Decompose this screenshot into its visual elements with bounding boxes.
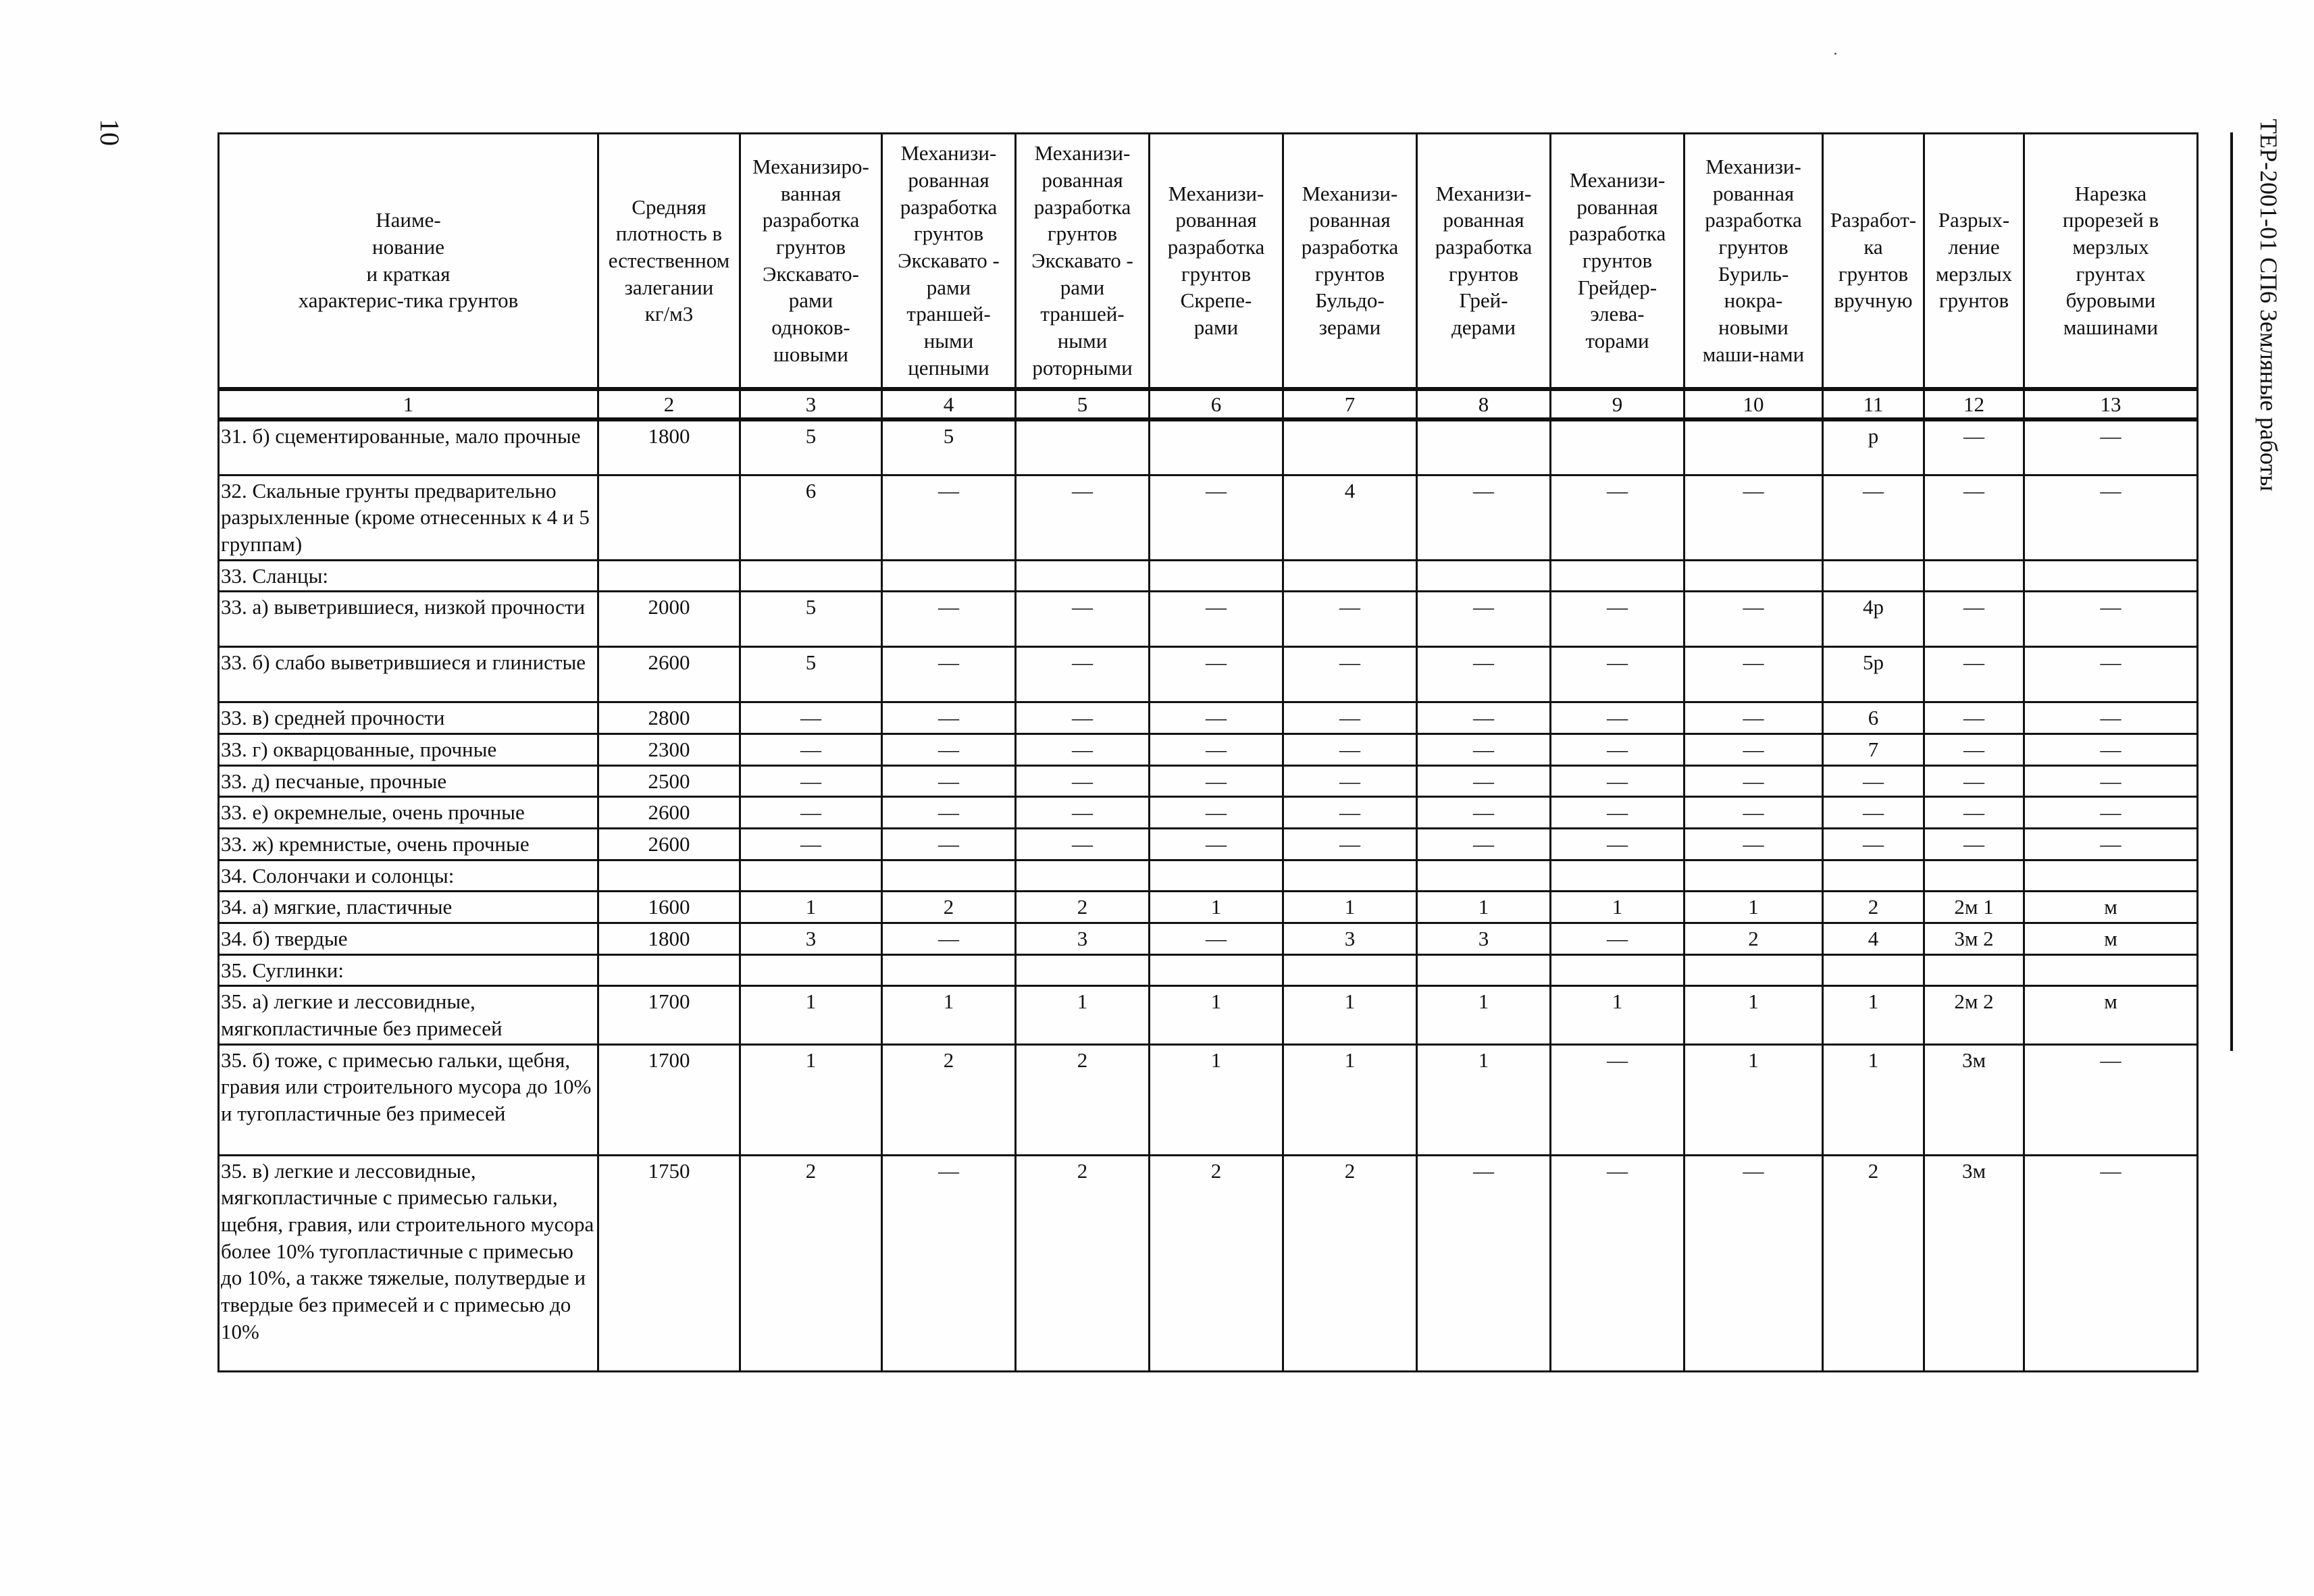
table-cell: — <box>1417 647 1551 702</box>
table-cell <box>1283 560 1417 592</box>
table-cell: — <box>1924 765 2024 797</box>
table-cell: 1 <box>1551 986 1685 1044</box>
table-cell: — <box>2024 1044 2198 1155</box>
table-cell: — <box>2024 1155 2198 1371</box>
soil-name-cell: 34. а) мягкие, пластичные <box>219 892 598 923</box>
table-cell: 2 <box>882 892 1016 923</box>
table-cell: — <box>1016 592 1150 647</box>
table-cell: — <box>1924 734 2024 766</box>
table-cell: 3 <box>1016 923 1150 955</box>
table-cell: м <box>2024 986 2198 1044</box>
table-cell: — <box>882 647 1016 702</box>
table-cell: 1 <box>1150 986 1283 1044</box>
table-cell <box>1016 560 1150 592</box>
table-row <box>219 1155 2198 1371</box>
table-cell <box>882 954 1016 986</box>
column-number: 10 <box>1685 389 1823 420</box>
table-cell: — <box>1150 765 1283 797</box>
table-cell: — <box>1417 702 1551 734</box>
table-cell: р <box>1823 419 1924 475</box>
table-cell <box>1016 954 1150 986</box>
table-cell <box>1685 560 1823 592</box>
table-cell: 2 <box>1150 1155 1283 1371</box>
table-row <box>219 702 2198 734</box>
table-cell: — <box>882 797 1016 829</box>
table-cell: — <box>1016 702 1150 734</box>
table-cell: 4 <box>1823 923 1924 955</box>
table-cell: — <box>1016 765 1150 797</box>
table-cell: — <box>2024 829 2198 860</box>
table-cell <box>1417 419 1551 475</box>
table-cell <box>1150 860 1283 892</box>
table-cell: 1 <box>740 986 882 1044</box>
table-cell: 1800 <box>598 419 740 475</box>
soil-name-cell: 33. д) песчаные, прочные <box>219 765 598 797</box>
table-cell <box>1924 860 2024 892</box>
table-cell <box>882 560 1016 592</box>
table-cell: 1 <box>1283 892 1417 923</box>
table-cell <box>2024 560 2198 592</box>
table-cell: — <box>1150 829 1283 860</box>
table-cell: 1 <box>1283 986 1417 1044</box>
table-cell: — <box>1016 475 1150 560</box>
table-cell: — <box>1551 592 1685 647</box>
column-header: Механизи- рованная разработка грунтов Скрепе- рами <box>1150 134 1283 389</box>
table-cell <box>740 560 882 592</box>
table-cell <box>1016 860 1150 892</box>
column-header: Наиме- нование и краткая характерис-тика грунтов <box>219 134 598 389</box>
table-cell: 1 <box>1150 1044 1283 1155</box>
table-cell: — <box>2024 647 2198 702</box>
table-cell: 1 <box>1823 1044 1924 1155</box>
table-row <box>219 765 2198 797</box>
table-cell: — <box>1283 702 1417 734</box>
table-cell: — <box>1685 592 1823 647</box>
table-cell: 2 <box>1016 892 1150 923</box>
table-cell: — <box>1551 647 1685 702</box>
table-cell <box>740 954 882 986</box>
table-cell: — <box>1016 734 1150 766</box>
table-cell: 1700 <box>598 1044 740 1155</box>
table-cell: — <box>1283 797 1417 829</box>
soil-name-cell: 35. б) тоже, с примесью гальки, щебня, гравия или строительного мусора до 10% и тугопластичные без примесей <box>219 1044 598 1155</box>
table-row <box>219 475 2198 560</box>
table-cell: — <box>1924 647 2024 702</box>
table-cell: — <box>1016 647 1150 702</box>
table-cell: 1 <box>882 986 1016 1044</box>
table-cell: — <box>1685 1155 1823 1371</box>
table-cell <box>1924 954 2024 986</box>
table-cell: 6 <box>740 475 882 560</box>
table-row <box>219 954 2198 986</box>
column-header: Механизи- рованная разработка грунтов Экскавато - рами траншей- ными цепными <box>882 134 1016 389</box>
table-cell: — <box>1823 829 1924 860</box>
table-cell: — <box>2024 797 2198 829</box>
soil-name-cell: 35. в) легкие и лессовидные, мягкопластичные с примесью гальки, щебня, гравия, или строительного мусора более 10% тугопластичные с примесью до 10%, а также тяжелые, полутвердые и твердые без примесей и с примесью до 10% <box>219 1155 598 1371</box>
table-row <box>219 797 2198 829</box>
column-header: Разрых- ление мерзлых грунтов <box>1924 134 2024 389</box>
table-cell <box>1551 954 1685 986</box>
table-cell <box>1150 954 1283 986</box>
table-cell <box>2024 860 2198 892</box>
table-cell: — <box>1016 829 1150 860</box>
table-cell: — <box>1551 475 1685 560</box>
table-cell: — <box>1417 829 1551 860</box>
page-number: 10 <box>95 119 125 146</box>
table-row <box>219 592 2198 647</box>
table-cell: — <box>1551 734 1685 766</box>
table-cell <box>598 954 740 986</box>
table-cell: — <box>1283 734 1417 766</box>
table-cell: 4р <box>1823 592 1924 647</box>
column-number: 5 <box>1016 389 1150 420</box>
table-cell: — <box>1283 647 1417 702</box>
table-cell <box>740 860 882 892</box>
table-cell: 7 <box>1823 734 1924 766</box>
table-cell: — <box>882 829 1016 860</box>
table-cell: — <box>1417 797 1551 829</box>
table-cell: — <box>1150 647 1283 702</box>
table-cell: 3 <box>1283 923 1417 955</box>
table-cell: — <box>1417 475 1551 560</box>
table-cell <box>1551 560 1685 592</box>
column-header: Механизиро- ванная разработка грунтов Экскавато- рами одноков- шовыми <box>740 134 882 389</box>
table-cell <box>1417 954 1551 986</box>
table-cell: — <box>882 1155 1016 1371</box>
table-cell: 1 <box>1551 892 1685 923</box>
column-number: 12 <box>1924 389 2024 420</box>
soil-name-cell: 31. б) сцементированные, мало прочные <box>219 419 598 475</box>
table-cell: — <box>1150 797 1283 829</box>
table-cell: — <box>1417 765 1551 797</box>
table-row <box>219 647 2198 702</box>
table-cell: — <box>740 765 882 797</box>
column-number-row <box>219 389 2198 420</box>
column-header: Нарезка прорезей в мерзлых грунтах буровыми машинами <box>2024 134 2198 389</box>
table-cell <box>1685 954 1823 986</box>
table-cell: 1 <box>1685 892 1823 923</box>
table-cell: — <box>1924 475 2024 560</box>
running-title: ТЕР-2001-01 СП6 Земляные работы <box>2255 119 2282 492</box>
table-cell: 5 <box>740 647 882 702</box>
table-cell: — <box>740 734 882 766</box>
table-row <box>219 560 2198 592</box>
table-cell <box>1823 954 1924 986</box>
table-cell: — <box>740 797 882 829</box>
soil-name-cell: 32. Скальные грунты предварительно разрыхленные (кроме отнесенных к 4 и 5 группам) <box>219 475 598 560</box>
table-cell: — <box>1016 797 1150 829</box>
table-cell: 2м 2 <box>1924 986 2024 1044</box>
column-number: 7 <box>1283 389 1417 420</box>
table-cell <box>1551 419 1685 475</box>
table-row <box>219 734 2198 766</box>
table-cell <box>1150 419 1283 475</box>
table-cell <box>598 860 740 892</box>
table-cell: 2500 <box>598 765 740 797</box>
table-cell: 2 <box>1685 923 1823 955</box>
table-cell: — <box>1924 592 2024 647</box>
table-cell: 1 <box>1417 986 1551 1044</box>
table-cell: 3 <box>740 923 882 955</box>
soil-name-cell: 33. е) окремнелые, очень прочные <box>219 797 598 829</box>
table-cell: — <box>1417 592 1551 647</box>
table-cell: — <box>1551 702 1685 734</box>
table-cell: 1750 <box>598 1155 740 1371</box>
header-row <box>219 134 2198 389</box>
table-cell: — <box>2024 475 2198 560</box>
table-cell: — <box>2024 734 2198 766</box>
table-cell <box>1283 954 1417 986</box>
table-cell <box>1016 419 1150 475</box>
soil-name-cell: 35. а) легкие и лессовидные, мягкопластичные без примесей <box>219 986 598 1044</box>
table-cell: — <box>1417 1155 1551 1371</box>
soil-name-cell: 33. ж) кремнистые, очень прочные <box>219 829 598 860</box>
table-row <box>219 829 2198 860</box>
table-cell: 1700 <box>598 986 740 1044</box>
table-cell <box>882 860 1016 892</box>
table-cell: 1 <box>1685 986 1823 1044</box>
table-cell: — <box>1551 829 1685 860</box>
column-number: 13 <box>2024 389 2198 420</box>
table-cell: — <box>882 923 1016 955</box>
table-cell: 2300 <box>598 734 740 766</box>
table-cell: — <box>2024 765 2198 797</box>
table-cell: — <box>882 765 1016 797</box>
table-cell <box>1685 419 1823 475</box>
column-number: 6 <box>1150 389 1283 420</box>
table-cell <box>1685 860 1823 892</box>
table-cell: 4 <box>1283 475 1417 560</box>
table-cell: — <box>1283 829 1417 860</box>
table-cell: — <box>882 475 1016 560</box>
table-cell <box>1417 860 1551 892</box>
table-cell: 2600 <box>598 797 740 829</box>
table-cell: — <box>1823 765 1924 797</box>
column-header: Механизи- рованная разработка грунтов Экскавато - рами траншей- ными роторными <box>1016 134 1150 389</box>
soil-name-cell: 33. Сланцы: <box>219 560 598 592</box>
table-cell: — <box>1417 734 1551 766</box>
table-cell: — <box>1150 475 1283 560</box>
table-cell <box>1924 560 2024 592</box>
table-cell: 1 <box>1283 1044 1417 1155</box>
table-row <box>219 1044 2198 1155</box>
table-cell: — <box>1150 923 1283 955</box>
table-cell: — <box>1924 797 2024 829</box>
table-cell: — <box>1551 1044 1685 1155</box>
table-cell: — <box>1551 1155 1685 1371</box>
table-row <box>219 892 2198 923</box>
table-cell: 1600 <box>598 892 740 923</box>
table-cell: — <box>1551 765 1685 797</box>
table-cell: 2 <box>1823 892 1924 923</box>
table-cell: 1 <box>1685 1044 1823 1155</box>
table-cell: — <box>1685 702 1823 734</box>
table-cell: 3м 2 <box>1924 923 2024 955</box>
column-number: 8 <box>1417 389 1551 420</box>
column-header: Средняя плотность в естественном залегании кг/м3 <box>598 134 740 389</box>
table-cell: 5р <box>1823 647 1924 702</box>
soil-name-cell: 33. а) выветрившиеся, низкой прочности <box>219 592 598 647</box>
column-number: 11 <box>1823 389 1924 420</box>
table-cell: — <box>2024 419 2198 475</box>
table-cell: — <box>1685 765 1823 797</box>
table-cell: 2 <box>1016 1044 1150 1155</box>
table-cell: 1 <box>1417 1044 1551 1155</box>
table-cell: — <box>2024 702 2198 734</box>
table-cell: — <box>1924 419 2024 475</box>
table-cell <box>598 475 740 560</box>
table-cell: 5 <box>740 592 882 647</box>
table-cell: — <box>1823 475 1924 560</box>
column-number: 4 <box>882 389 1016 420</box>
table-cell: 2м 1 <box>1924 892 2024 923</box>
table-cell <box>1823 860 1924 892</box>
table-cell <box>1417 560 1551 592</box>
table-cell: — <box>1924 829 2024 860</box>
table-cell: 2 <box>1823 1155 1924 1371</box>
soil-name-cell: 33. г) окварцованные, прочные <box>219 734 598 766</box>
table-cell: — <box>1924 702 2024 734</box>
table-cell: — <box>1685 647 1823 702</box>
column-number: 3 <box>740 389 882 420</box>
table-cell <box>598 560 740 592</box>
soil-name-cell: 35. Суглинки: <box>219 954 598 986</box>
table-row <box>219 860 2198 892</box>
table-cell <box>1150 560 1283 592</box>
speck <box>1834 53 1836 55</box>
column-header: Механизи- рованная разработка грунтов Грей- дерами <box>1417 134 1551 389</box>
table-cell: — <box>1150 592 1283 647</box>
table-cell: — <box>740 702 882 734</box>
table-cell: — <box>1685 475 1823 560</box>
table-cell: 3м <box>1924 1044 2024 1155</box>
table-row <box>219 986 2198 1044</box>
table-cell: 1 <box>1823 986 1924 1044</box>
table-cell: — <box>1685 829 1823 860</box>
soil-name-cell: 34. б) твердые <box>219 923 598 955</box>
table-cell: м <box>2024 923 2198 955</box>
table-cell: 2600 <box>598 647 740 702</box>
soil-name-cell: 34. Солончаки и солонцы: <box>219 860 598 892</box>
table-cell <box>2024 954 2198 986</box>
table-cell: 1 <box>1150 892 1283 923</box>
table-cell: 5 <box>740 419 882 475</box>
table-cell: 1 <box>1417 892 1551 923</box>
table-cell: — <box>1283 765 1417 797</box>
side-rule <box>2230 132 2233 1051</box>
table-cell <box>1551 860 1685 892</box>
table-cell: — <box>1685 734 1823 766</box>
table-cell: 1 <box>740 892 882 923</box>
table-cell: 6 <box>1823 702 1924 734</box>
table-cell <box>1283 860 1417 892</box>
column-header: Механизи- рованная разработка грунтов Бульдо- зерами <box>1283 134 1417 389</box>
table-cell: — <box>1283 592 1417 647</box>
column-number: 9 <box>1551 389 1685 420</box>
column-header: Механизи- рованная разработка грунтов Грейдер- элева- торами <box>1551 134 1685 389</box>
table-cell: — <box>2024 592 2198 647</box>
column-header: Механизи- рованная разработка грунтов Буриль- нокра- новыми маши-нами <box>1685 134 1823 389</box>
table-cell: — <box>1150 734 1283 766</box>
table-cell: 2600 <box>598 829 740 860</box>
table-cell: 3м <box>1924 1155 2024 1371</box>
soil-classification-table <box>217 132 2199 1372</box>
column-number: 1 <box>219 389 598 420</box>
table-row <box>219 923 2198 955</box>
table-cell: 5 <box>882 419 1016 475</box>
soil-name-cell: 33. б) слабо выветрившиеся и глинистые <box>219 647 598 702</box>
table-cell: 2 <box>882 1044 1016 1155</box>
table-cell <box>1283 419 1417 475</box>
table-cell: 1 <box>740 1044 882 1155</box>
table-cell: — <box>882 592 1016 647</box>
table-cell: 2 <box>1283 1155 1417 1371</box>
column-header: Разработ- ка грунтов вручную <box>1823 134 1924 389</box>
table-cell: — <box>1150 702 1283 734</box>
table-cell: — <box>1551 923 1685 955</box>
table-cell: — <box>740 829 882 860</box>
table-cell: 2 <box>1016 1155 1150 1371</box>
table-cell: — <box>882 702 1016 734</box>
table-cell: — <box>1551 797 1685 829</box>
table-cell: — <box>882 734 1016 766</box>
table-cell: — <box>1685 797 1823 829</box>
table-cell: 1800 <box>598 923 740 955</box>
table-cell: м <box>2024 892 2198 923</box>
column-number: 2 <box>598 389 740 420</box>
table-cell <box>1823 560 1924 592</box>
table-cell: 2 <box>740 1155 882 1371</box>
table-row <box>219 419 2198 475</box>
soil-name-cell: 33. в) средней прочности <box>219 702 598 734</box>
table-cell: 2800 <box>598 702 740 734</box>
table-cell: — <box>1823 797 1924 829</box>
table-cell: 3 <box>1417 923 1551 955</box>
table-cell: 1 <box>1016 986 1150 1044</box>
table-cell: 2000 <box>598 592 740 647</box>
